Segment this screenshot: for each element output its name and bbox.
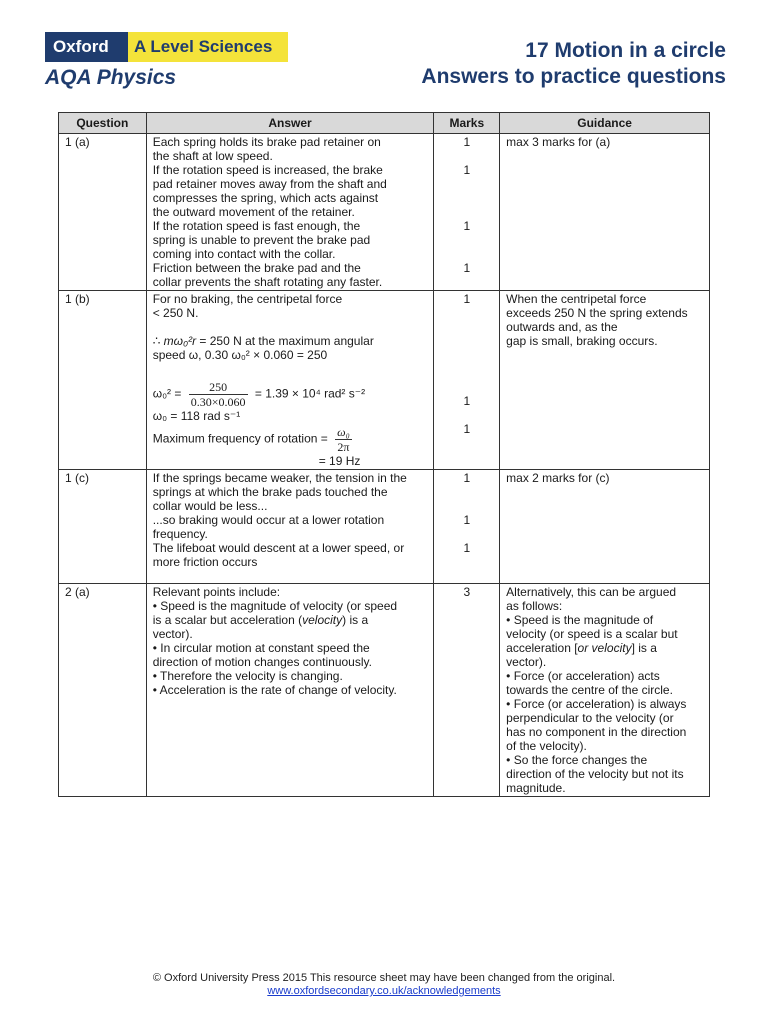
fraction [189,380,248,409]
marks-cell [434,470,500,584]
fraction-denominator: 2π [337,440,350,454]
fraction [335,425,352,454]
question-cell: 1 (a) [59,134,147,291]
guidance-line: • Force (or acceleration) acts [506,669,660,683]
guidance-line: as follows: [506,599,563,613]
answer-line: < 250 N. [152,306,199,320]
answer-line [153,613,428,627]
fraction-denominator: 0.30×0.060 [190,395,246,409]
answer-line: pad retainer moves away from the shaft and [152,177,387,191]
equation-lhs: ω₀² = [152,386,182,401]
header-marks: Marks [434,113,500,134]
marks-cell: 3 [434,584,500,797]
mark-value: 1 [463,135,471,149]
guidance-cell: max 2 marks for (c) [500,470,710,584]
answer-line: speed ω, 0.30 ω₀² × 0.060 = 250 [152,348,328,362]
answer-line: The lifeboat would descent at a lower speed, or [152,541,405,555]
answer-cell [146,470,434,584]
mark-value: 1 [463,292,471,306]
equation-line [153,425,428,454]
guidance-line: outwards and, as the [506,320,618,334]
page-subtitle: Answers to practice questions [421,65,726,88]
brand-oxford: Oxford [45,32,128,62]
answer-text: ) is a [342,613,369,627]
guidance-line: magnitude. [506,781,566,795]
guidance-line: direction of the velocity but not its [506,767,684,781]
guidance-line: velocity (or speed is a scalar but [506,627,678,641]
answer-italic: velocity [302,613,343,627]
marks-cell [434,134,500,291]
answer-line: • Acceleration is the rate of change of velocity. [152,683,397,697]
answer-line: coming into contact with the collar. [152,247,336,261]
answer-cell [146,134,434,291]
answer-line: Each spring holds its brake pad retainer on [152,135,381,149]
brand-logo [45,32,288,62]
guidance-cell: max 3 marks for (a) [500,134,710,291]
answer-cell [146,584,434,797]
mark-value: 1 [463,422,471,436]
answer-line: ...so braking would occur at a lower rotation [152,513,385,527]
therefore-symbol: ∴ [152,334,164,348]
mark-value: 1 [463,261,471,275]
answer-line: = 19 Hz [318,454,361,468]
answer-line: collar prevents the shaft rotating any faster. [152,275,383,289]
guidance-line: vector). [506,655,547,669]
mark-value: 1 [463,219,471,233]
equation-line [153,380,428,409]
question-cell: 2 (a) [59,584,147,797]
answer-line: For no braking, the centripetal force [152,292,343,306]
guidance-text: ] is a [631,641,657,655]
guidance-cell [500,584,710,797]
mark-value: 1 [463,394,471,408]
table-row [59,470,710,584]
answer-line: spring is unable to prevent the brake pad [152,233,371,247]
answer-line: the shaft at low speed. [152,149,273,163]
answer-cell [146,291,434,470]
guidance-line: exceeds 250 N the spring extends [506,306,688,320]
answer-text: is a scalar but acceleration ( [152,613,303,627]
answer-line: Friction between the brake pad and the [152,261,361,275]
header-answer: Answer [146,113,434,134]
table-row [59,134,710,291]
answer-line: frequency. [152,527,208,541]
table-header-row [59,113,710,134]
header-question: Question [59,113,147,134]
question-cell: 1 (c) [59,470,147,584]
answer-line: ω₀ = 118 rad s⁻¹ [152,409,241,423]
footer-copyright: © Oxford University Press 2015 This resource sheet may have been changed from the original. [152,972,616,984]
question-cell: 1 (b) [59,291,147,470]
mark-value: 1 [463,163,471,177]
answer-line: If the rotation speed is increased, the brake [152,163,383,177]
answer-line: If the rotation speed is fast enough, the [152,219,361,233]
answers-table [58,112,710,797]
guidance-italic: or velocity [577,641,632,655]
guidance-line: perpendicular to the velocity (or [506,711,674,725]
equation-lhs: Maximum frequency of rotation = [152,431,328,446]
guidance-line: of the velocity). [506,739,587,753]
table-row [59,291,710,470]
marks-cell [434,291,500,470]
answer-line: • Speed is the magnitude of velocity (or speed [152,599,398,613]
guidance-line: • Speed is the magnitude of [506,613,654,627]
answer-line: Relevant points include: [152,585,281,599]
guidance-line: When the centripetal force [506,292,647,306]
equation-term: mω₀²r [163,334,197,348]
header-guidance: Guidance [500,113,710,134]
answer-line: • In circular motion at constant speed the [152,641,370,655]
answer-line: vector). [152,627,193,641]
answer-line: more friction occurs [152,555,258,569]
guidance-line: • So the force changes the [506,753,648,767]
guidance-line: towards the centre of the circle. [506,683,673,697]
subject-label: AQA Physics [45,66,177,89]
mark-value: 1 [463,541,471,555]
guidance-text: acceleration [ [506,641,578,655]
guidance-line: gap is small, braking occurs. [506,334,658,348]
answer-line: collar would be less... [152,499,268,513]
mark-value: 1 [463,471,471,485]
guidance-line: • Force (or acceleration) is always [506,697,687,711]
answer-line: • Therefore the velocity is changing. [152,669,343,683]
guidance-line: has no component in the direction [506,725,687,739]
equation-text: = 250 N at the maximum angular [196,334,374,348]
guidance-line [506,641,703,655]
answer-line: compresses the spring, which acts against [152,191,379,205]
guidance-line: Alternatively, this can be argued [506,585,677,599]
table-row [59,584,710,797]
answer-line: If the springs became weaker, the tension in the [152,471,407,485]
brand-sciences: A Level Sciences [128,32,288,62]
page-title: 17 Motion in a circle [525,39,726,62]
answer-line: direction of motion changes continuously. [152,655,372,669]
fraction-numerator: ω₀ [337,425,350,439]
guidance-cell [500,291,710,470]
equation-rhs: = 1.39 × 10⁴ rad² s⁻² [254,386,366,401]
answer-line: springs at which the brake pads touched the [152,485,388,499]
answer-line [153,334,428,348]
footer-link[interactable]: www.oxfordsecondary.co.uk/acknowledgements [267,985,501,997]
fraction-numerator: 250 [189,380,248,395]
answer-line: the outward movement of the retainer. [152,205,355,219]
mark-value: 1 [463,513,471,527]
